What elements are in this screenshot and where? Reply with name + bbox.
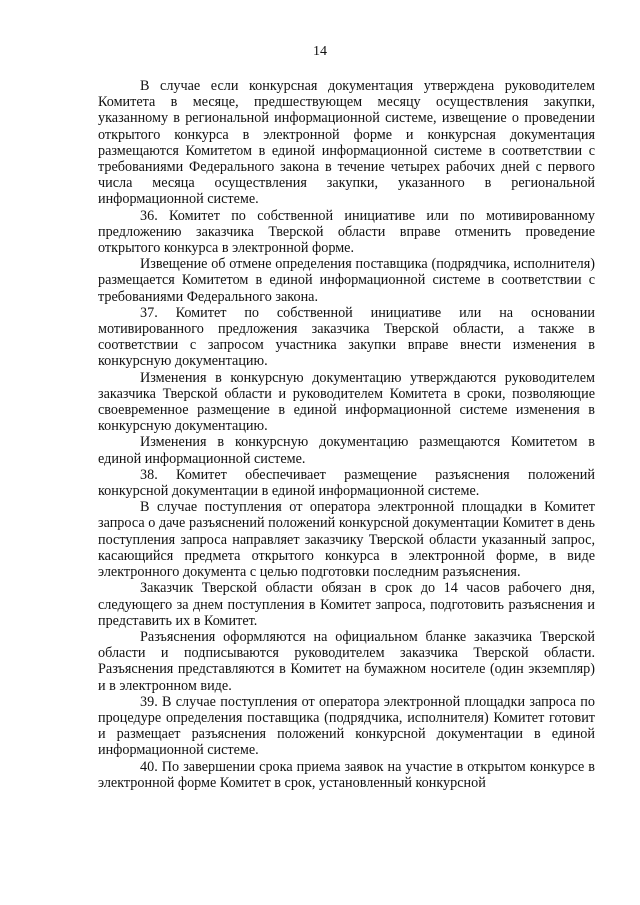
paragraph-37-publication: Изменения в конкурсную документацию размещаются Комитетом в единой информационной системе. bbox=[98, 434, 595, 467]
paragraph-37-approval: Изменения в конкурсную документацию утверждаются руководителем заказчика Тверской области и руководителем Комитета в сроки, позволяющие своевременное размещение в единой информационной системе изменения в конкурсную документацию. bbox=[98, 369, 595, 435]
paragraph-38-deadline: Заказчик Тверской области обязан в срок до 14 часов рабочего дня, следующего за днем поступления в Комитет запроса, подготовить разъяснения и представить их в Комитет. bbox=[98, 580, 595, 629]
page-number: 14 bbox=[313, 44, 327, 59]
paragraph-38-format: Разъяснения оформляются на официальном бланке заказчика Тверской области и подписываются руководителем заказчика Тверской области. Разъяснения представляются в Комитет на бумажном носителе (один экземпляр) и в электронном виде. bbox=[98, 628, 595, 694]
document-body bbox=[98, 78, 595, 791]
paragraph-intro: В случае если конкурсная документация утверждена руководителем Комитета в месяце, предшествующем месяцу осуществления закупки, указанному в региональной информационной системе, извещение о проведении открытого конкурса в электронной форме и конкурсная документация размещаются Комитетом в единой информационной системе в соответствии с требованиями Федерального закона в течение четырех рабочих дней с первого числа месяца осуществления закупки, указанного в региональной информационной системе. bbox=[98, 78, 595, 208]
paragraph-37: 37. Комитет по собственной инициативе или на основании мотивированного предложения заказчика Тверской области, а также в соответствии с запросом участника закупки вправе внести изменения в конкурсную документацию. bbox=[98, 304, 595, 370]
paragraph-38-request: В случае поступления от оператора электронной площадки в Комитет запроса о даче разъяснений положений конкурсной документации Комитет в день поступления запроса направляет заказчику Тверской области указанный запрос, касающийся предмета открытого конкурса в электронной форме, в виде электронного документа с целью подготовки последним разъяснения. bbox=[98, 499, 595, 581]
paragraph-36: 36. Комитет по собственной инициативе или по мотивированному предложению заказчика Тверской области вправе отменить проведение открытого конкурса в электронной форме. bbox=[98, 207, 595, 257]
paragraph-40: 40. По завершении срока приема заявок на участие в открытом конкурсе в электронной форме Комитет в срок, установленный конкурсной bbox=[98, 758, 595, 791]
paragraph-39: 39. В случае поступления от оператора электронной площадки запроса по процедуре определения поставщика (подрядчика, исполнителя) Комитет готовит и размещает разъяснения положений конкурсной документации в единой информационной системе. bbox=[98, 693, 595, 759]
paragraph-36-cancel-notice: Извещение об отмене определения поставщика (подрядчика, исполнителя) размещается Комитетом в единой информационной системе в соответствии с требованиями Федерального закона. bbox=[98, 256, 595, 305]
paragraph-38: 38. Комитет обеспечивает размещение разъяснения положений конкурсной документации в единой информационной системе. bbox=[98, 466, 595, 500]
